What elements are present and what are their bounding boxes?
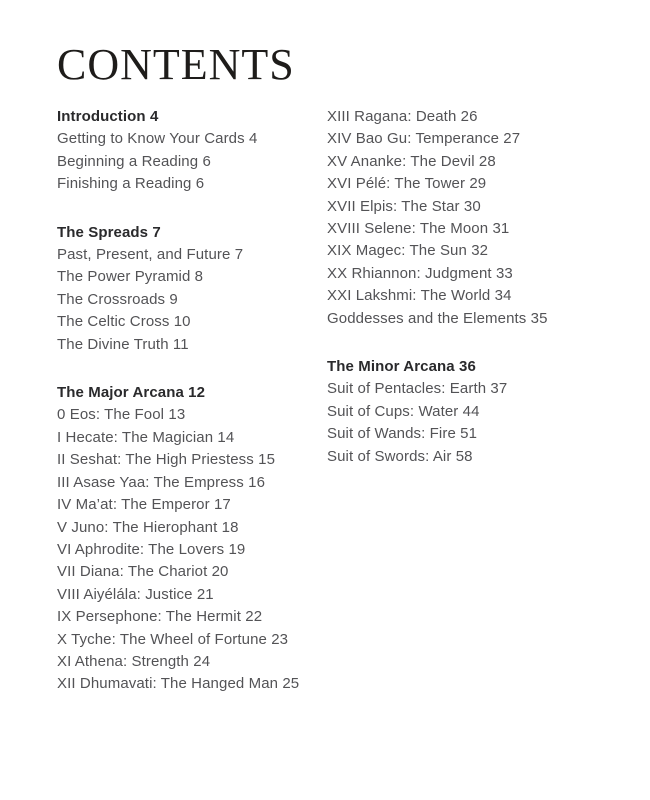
toc-section [57,382,327,696]
toc-column-left [57,106,327,722]
toc-entry: X Tyche: The Wheel of Fortune 23 [57,630,289,648]
toc-section-header: The Major Arcana 12 [57,384,206,402]
toc-section [327,356,620,468]
toc-entry: XIX Magec: The Sun 32 [327,242,489,260]
toc-entry: VII Diana: The Chariot 20 [57,563,229,581]
toc-entry: The Divine Truth 11 [57,335,189,353]
toc-entry: Suit of Cups: Water 44 [327,402,480,420]
toc-column-right [327,106,620,494]
toc-entry: II Seshat: The High Priestess 15 [57,451,276,469]
toc-entry: The Celtic Cross 10 [57,313,191,331]
toc-entry: 0 Eos: The Fool 13 [57,406,186,424]
toc-entry: XVII Elpis: The Star 30 [327,197,481,215]
toc-entry: Past, Present, and Future 7 [57,246,244,264]
toc-section-header: Introduction 4 [57,108,159,125]
toc-entry: XI Athena: Strength 24 [57,652,211,670]
toc-entry: XII Dhumavati: The Hanged Man 25 [57,675,300,693]
toc-entry: XVIII Selene: The Moon 31 [327,220,510,238]
toc-entry: Finishing a Reading 6 [57,175,205,193]
toc-entry: Suit of Wands: Fire 51 [327,425,478,443]
toc-entry: XXI Lakshmi: The World 34 [327,287,512,305]
toc-entry: III Asase Yaa: The Empress 16 [57,473,266,491]
toc-entry: XIV Bao Gu: Temperance 27 [327,130,521,148]
toc-entry: XX Rhiannon: Judgment 33 [327,264,513,282]
toc-entry: XVI Pélé: The Tower 29 [327,175,487,193]
toc-entry: Suit of Pentacles: Earth 37 [327,380,508,398]
toc-section [57,106,327,196]
table-of-contents [57,106,620,722]
page-title: CONTENTS [57,40,295,89]
toc-entry: VIII Aiyélála: Justice 21 [57,585,214,603]
toc-entry: Suit of Swords: Air 58 [327,447,473,465]
toc-section [327,106,620,330]
toc-section-header: The Minor Arcana 36 [327,358,476,376]
toc-entry: Getting to Know Your Cards 4 [57,130,258,148]
toc-entry: VI Aphrodite: The Lovers 19 [57,540,246,558]
toc-entry: IX Persephone: The Hermit 22 [57,608,263,626]
toc-entry: The Power Pyramid 8 [57,268,204,286]
toc-entry: XIII Ragana: Death 26 [327,108,478,125]
toc-entry: I Hecate: The Magician 14 [57,428,235,446]
toc-section [57,222,327,356]
toc-entry: Beginning a Reading 6 [57,152,211,170]
toc-entry: The Crossroads 9 [57,290,178,308]
toc-entry: IV Ma’at: The Emperor 17 [57,496,231,514]
toc-section-header: The Spreads 7 [57,223,161,241]
toc-entry: XV Ananke: The Devil 28 [327,152,496,170]
toc-entry: Goddesses and the Elements 35 [327,309,548,327]
toc-entry: V Juno: The Hierophant 18 [57,518,239,536]
